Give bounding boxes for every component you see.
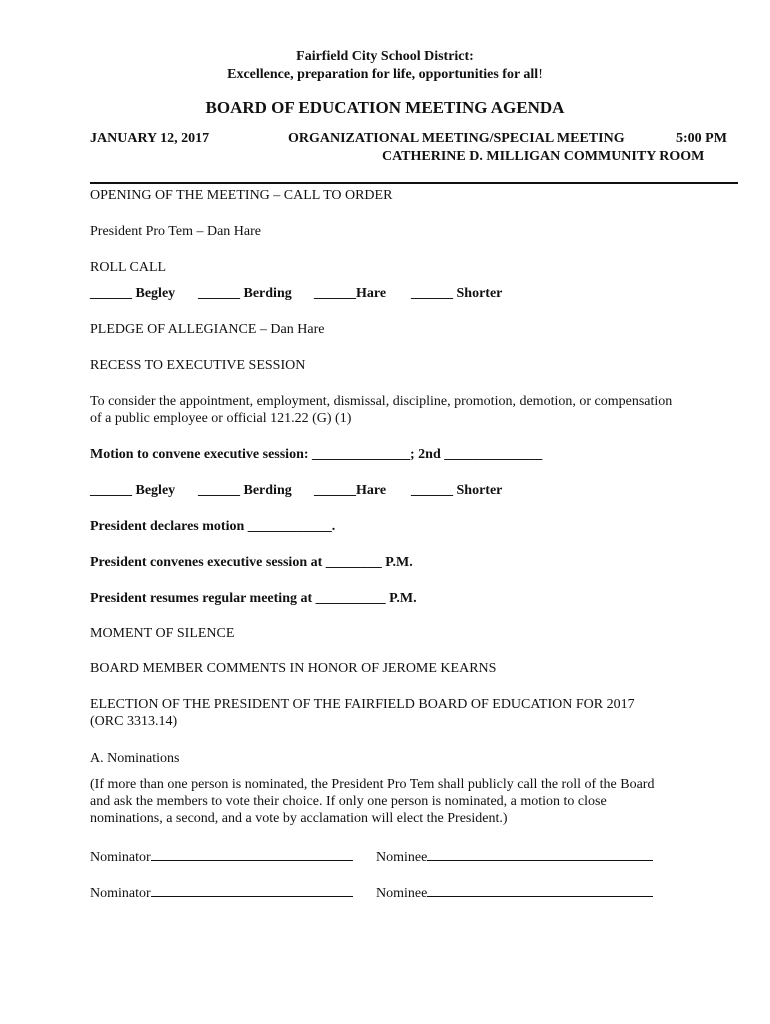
nominator-blank[interactable]: [151, 847, 353, 861]
comments-heading: BOARD MEMBER COMMENTS IN HONOR OF JEROME KEARNS: [90, 661, 497, 676]
roll1-shorter: ______ Shorter: [411, 286, 503, 301]
declares-motion: President declares motion ____________.: [90, 519, 336, 534]
roll2-shorter: ______ Shorter: [411, 483, 503, 498]
nominee-field-1[interactable]: [376, 847, 653, 866]
meeting-date: JANUARY 12, 2017: [90, 131, 210, 146]
motto-end: !: [538, 67, 543, 82]
nominee-field-2[interactable]: [376, 883, 653, 902]
nominator-blank[interactable]: [151, 883, 353, 897]
note-line-2: and ask the members to vote their choice. If only one person is nominated, a motion to close: [90, 794, 607, 809]
header-divider: [90, 182, 738, 184]
pledge-heading: PLEDGE OF ALLEGIANCE – Dan Hare: [90, 322, 325, 337]
recess-heading: RECESS TO EXECUTIVE SESSION: [90, 358, 306, 373]
meeting-time: 5:00 PM: [676, 131, 727, 146]
consider-line-1: To consider the appointment, employment, dismissal, discipline, promotion, demotion, or compensation: [90, 394, 673, 409]
roll1-hare: ______Hare: [314, 286, 387, 301]
roll2-berding: ______ Berding: [198, 483, 292, 498]
roll2-begley: ______ Begley: [90, 483, 176, 498]
nominee-blank[interactable]: [427, 847, 653, 861]
opening-heading: OPENING OF THE MEETING – CALL TO ORDER: [90, 188, 393, 203]
roll-call-heading: ROLL CALL: [90, 260, 167, 275]
note-line-3: nominations, a second, and a vote by acclamation will elect the President.): [90, 811, 508, 826]
roll1-begley: ______ Begley: [90, 286, 176, 301]
district-name: Fairfield City School District:: [296, 49, 474, 64]
election-line-2: (ORC 3313.14): [90, 714, 178, 729]
motto-text: Excellence, preparation for life, opportunities for all: [227, 67, 539, 82]
nominee-label: Nominee: [376, 850, 428, 865]
election-line-1: ELECTION OF THE PRESIDENT OF THE FAIRFIELD BOARD OF EDUCATION FOR 2017: [90, 697, 635, 712]
district-motto: [0, 66, 770, 83]
nominee-label: Nominee: [376, 886, 428, 901]
note-line-1: (If more than one person is nominated, the President Pro Tem shall publicly call the roll of the Board: [90, 777, 655, 792]
nominator-label: Nominator: [90, 886, 151, 901]
nominee-blank[interactable]: [427, 883, 653, 897]
roll2-hare: ______Hare: [314, 483, 387, 498]
silence-heading: MOMENT OF SILENCE: [90, 626, 235, 641]
nominator-label: Nominator: [90, 850, 151, 865]
meeting-type: ORGANIZATIONAL MEETING/SPECIAL MEETING: [288, 131, 625, 146]
nominator-field-2[interactable]: [90, 883, 353, 902]
meeting-location: CATHERINE D. MILLIGAN COMMUNITY ROOM: [382, 149, 705, 164]
page-title: BOARD OF EDUCATION MEETING AGENDA: [205, 98, 565, 117]
resumes-meeting: President resumes regular meeting at __________ P.M.: [90, 591, 417, 606]
consider-line-2: of a public employee or official 121.22 (G) (1): [90, 411, 352, 426]
convenes-session: President convenes executive session at ________ P.M.: [90, 555, 413, 570]
motion-line: Motion to convene executive session: ______________; 2nd ______________: [90, 447, 543, 462]
nominator-field-1[interactable]: [90, 847, 353, 866]
nominations-heading: A. Nominations: [90, 751, 180, 766]
roll1-berding: ______ Berding: [198, 286, 292, 301]
president-pro-tem: President Pro Tem – Dan Hare: [90, 224, 262, 239]
